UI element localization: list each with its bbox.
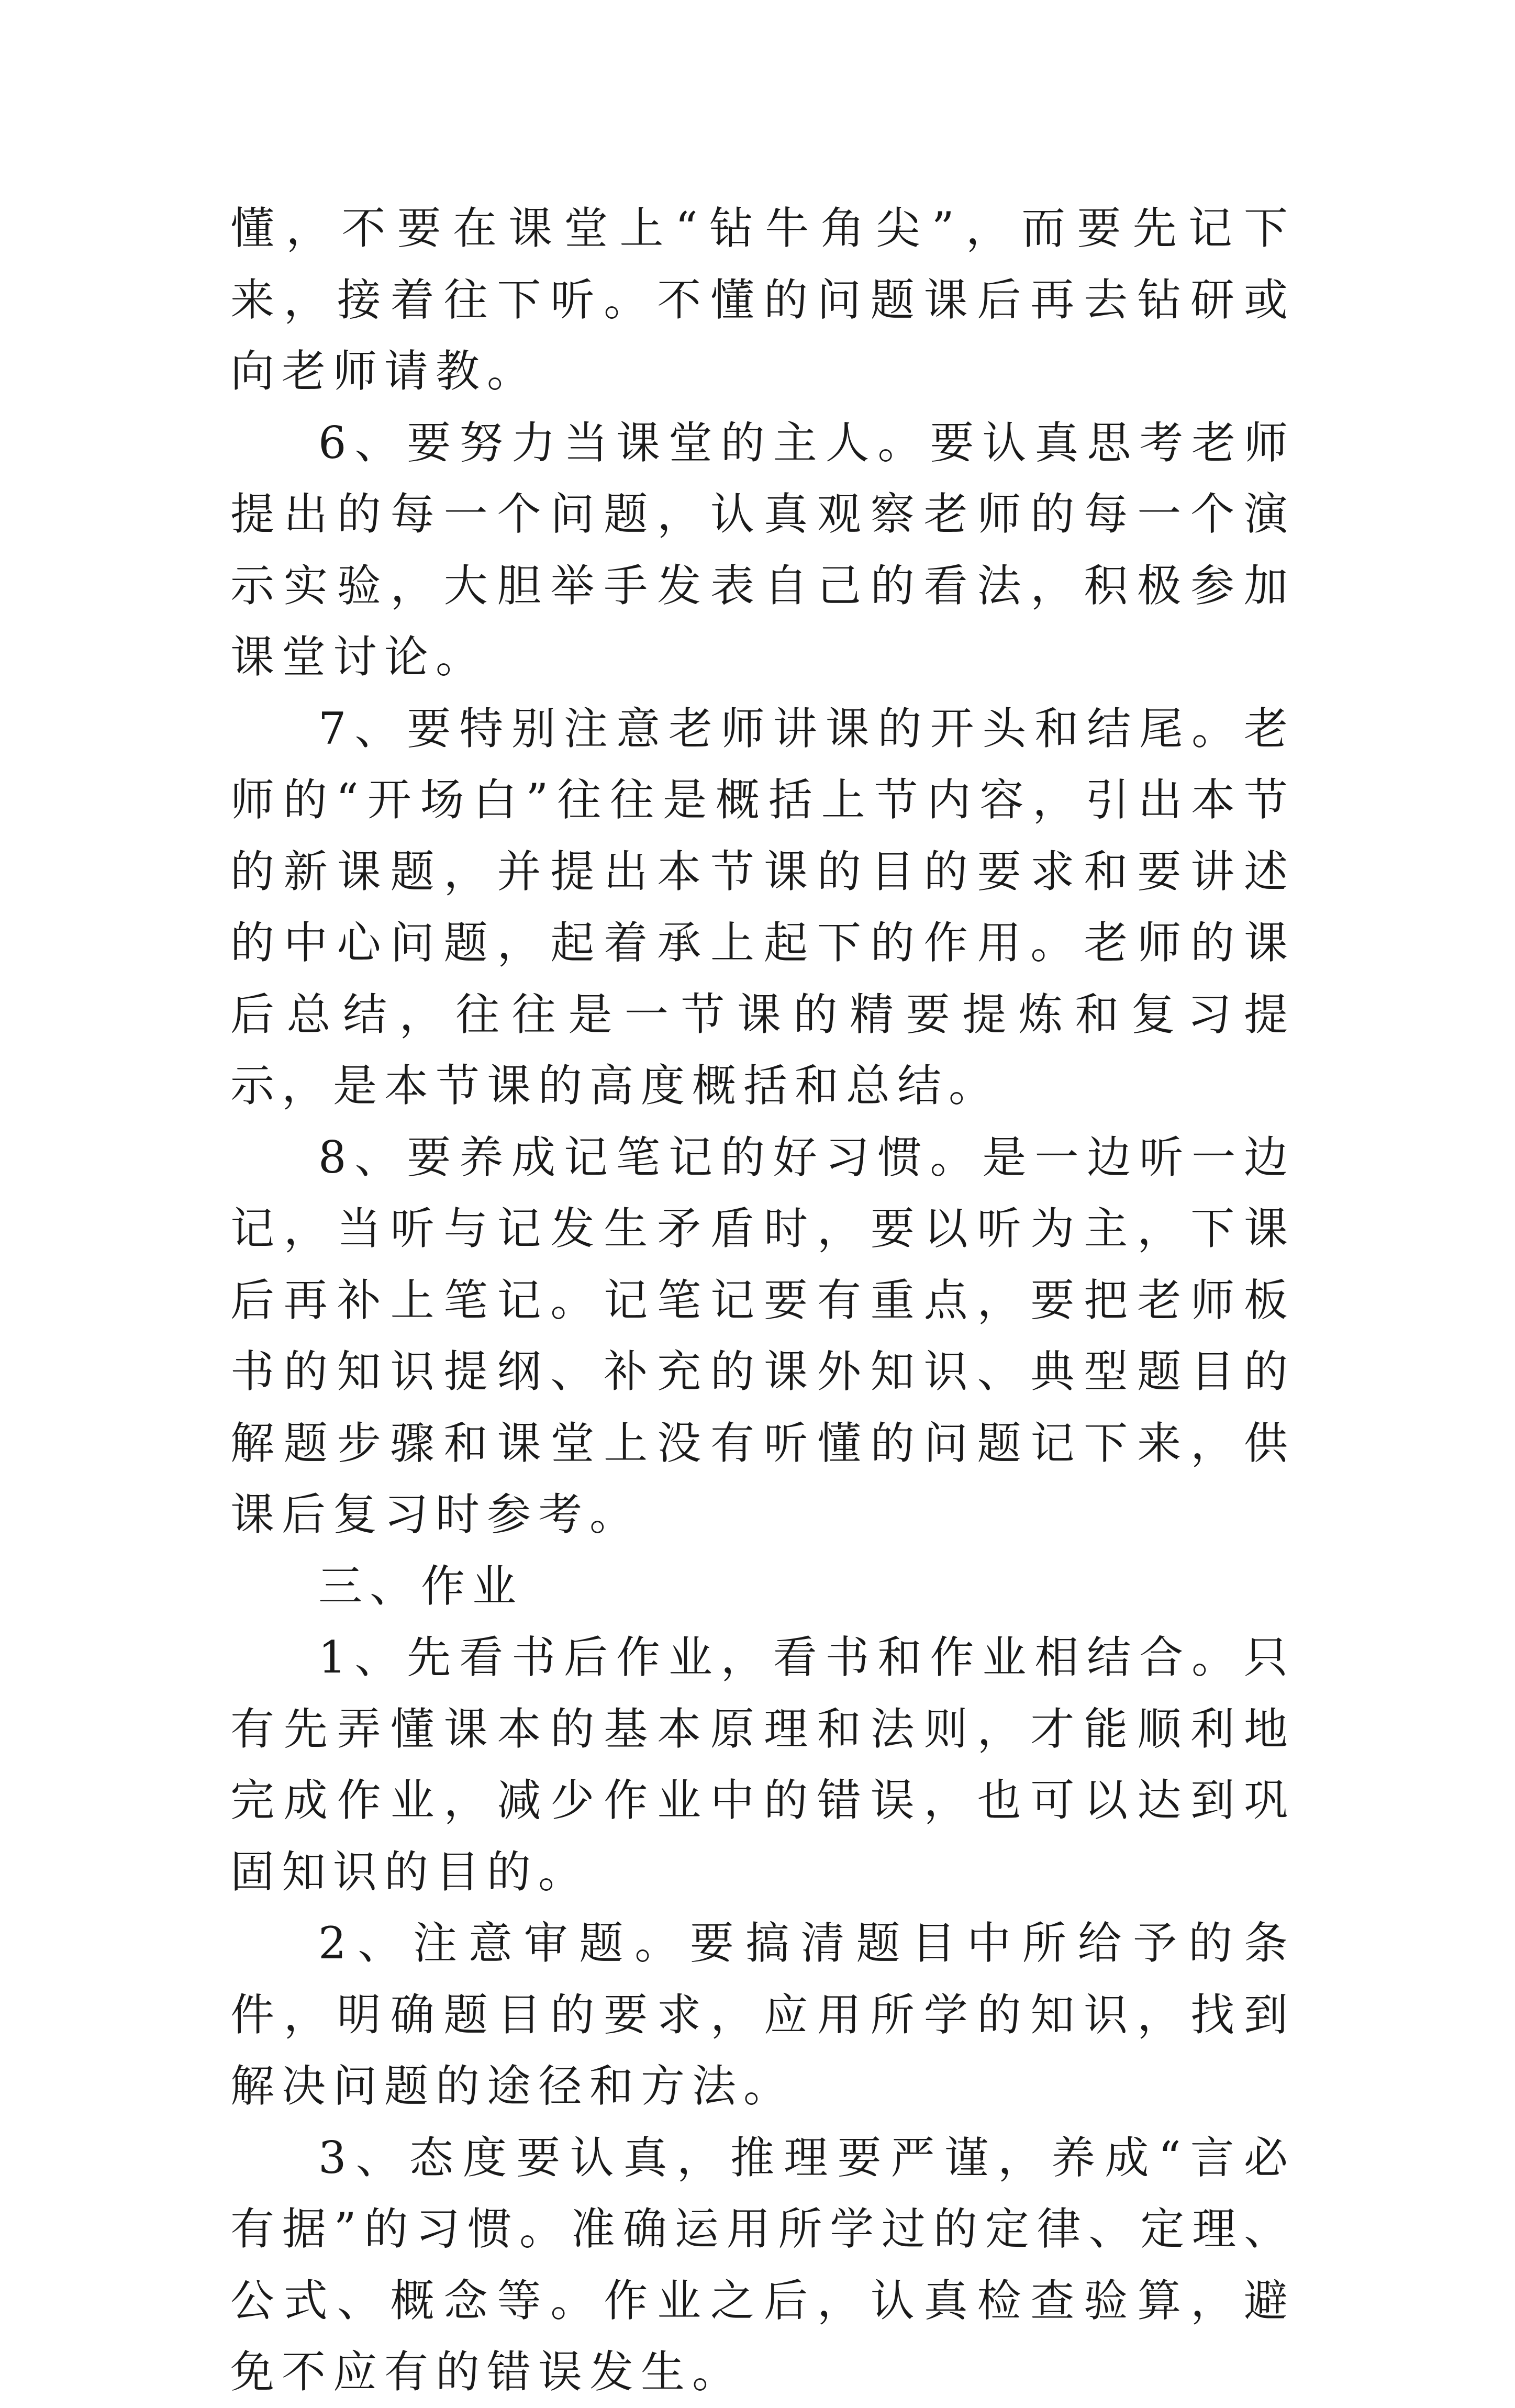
paragraph-continuation: 懂，不要在课堂上“钻牛角尖”，而要先记下来，接着往下听。不懂的问题课后再去钻研或向老师请教。 <box>230 203 1295 397</box>
paragraph-homework-2: 2、注意审题。要搞清题目中所给予的条件，明确题目的要求，应用所学的知识，找到解决问题的途径和方法。 <box>230 1918 1295 2112</box>
paragraph-homework-1: 1、先看书后作业，看书和作业相结合。只有先弄懂课本的基本原理和法则，才能顺利地完成作业，减少作业中的错误，也可以达到巩固知识的目的。 <box>230 1632 1295 1898</box>
section-heading-homework: 三、作业 <box>318 1560 524 1612</box>
paragraph-homework-3: 3、态度要认真，推理要严谨，养成“言必有据”的习惯。准确运用所学过的定律、定理、公式、概念等。作业之后，认真检查验算，避免不应有的错误发生。 <box>230 2132 1295 2398</box>
document-body <box>230 193 1295 2408</box>
paragraph-item-6: 6、要努力当课堂的主人。要认真思考老师提出的每一个问题，认真观察老师的每一个演示实验，大胆举手发表自己的看法，积极参加课堂讨论。 <box>230 417 1295 683</box>
paragraph-item-8: 8、要养成记笔记的好习惯。是一边听一边记，当听与记发生矛盾时，要以听为主，下课后再补上笔记。记笔记要有重点，要把老师板书的知识提纲、补充的课外知识、典型题目的解题步骤和课堂上没有听懂的问题记下来，供课后复习时参考。 <box>230 1131 1295 1540</box>
paragraph-item-7: 7、要特别注意老师讲课的开头和结尾。老师的“开场白”往往是概括上节内容，引出本节的新课题，并提出本节课的目的要求和要讲述的中心问题，起着承上起下的作用。老师的课后总结，往往是一节课的精要提炼和复习提示，是本节课的高度概括和总结。 <box>230 703 1295 1111</box>
